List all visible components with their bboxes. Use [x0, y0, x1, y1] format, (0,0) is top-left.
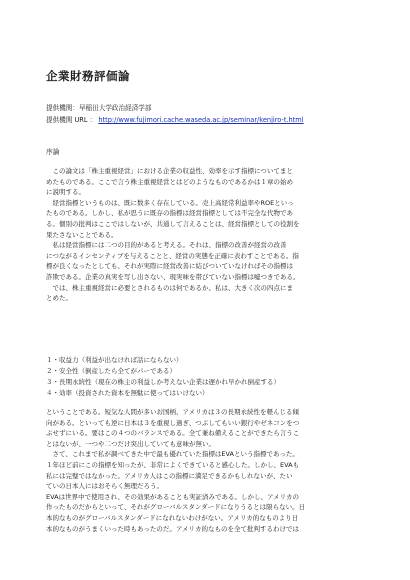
- document-title: 企業財務評価論: [46, 69, 130, 83]
- text-line: 標が良くなったとしても、それが実際に経営改善に結びついていなければその指標は: [46, 262, 293, 271]
- closing-paragraphs: [46, 407, 368, 534]
- requirements-list: [46, 355, 280, 399]
- text-line: に説明する。: [46, 188, 85, 197]
- text-line: １年ほど前にこの指標を知ったが、非常によくできていると感心した。しかし、EVAも: [46, 460, 300, 469]
- text-line: とはないが、一つや二つだけ突出していても意味が無い。: [46, 439, 215, 448]
- list-item: ２・安全性（倒産したら全てがパーである）: [46, 367, 176, 375]
- text-line: 私には完璧ではなかった。アメリカ人はこの指標に満足できるかもしれないが、たい: [46, 471, 293, 480]
- text-line: ていの日本人にはおそらく無理だろう。: [46, 482, 163, 491]
- text-line: さて、これまで私が調べてきた中で最も優れていた指標はEVAという指標であった。: [46, 450, 299, 459]
- text-line: めたものである。ここで言う株主重視経営とはどのようなものであるかは１章の始め: [46, 177, 293, 186]
- text-line: 詐欺である。企業の真実を写し出さない、現実味を帯びていない指標は嘘つきである。: [46, 272, 300, 281]
- text-line: では、株主重視経営に必要とされるものは何であるか。私は、大きく次の四点にま: [46, 283, 293, 292]
- text-line: 経営指標というものは、既に数多く存在している。売上高経常利益率やROEといっ: [46, 198, 294, 207]
- section-heading: 序論: [46, 148, 60, 156]
- institution-url-link[interactable]: http://www.fujimori.cache.waseda.ac.jp/seminar/kenjiro-t.html: [98, 116, 304, 124]
- text-line: につながるインセンティブを与えることと、経営の実態を正確に表わすことである。指: [46, 251, 299, 260]
- list-item: ３・長期永続性（現在の株主の利益しか考えない企業は遅かれ早かれ倒産する）: [46, 378, 280, 386]
- text-line: 向がある。といっても逆に日本は３を重視し過ぎ、つぶしてもいい銀行やゼネコンをつ: [46, 418, 300, 427]
- text-line: ぶせずにいる。要はこの４つのバランスである。全て兼ね備えることができたら言うこ: [46, 429, 300, 438]
- intro-paragraphs: [46, 166, 368, 304]
- list-item: ４・効率（投資された資本を無駄に使ってはいけない）: [46, 389, 209, 397]
- text-line: EVAは世界中で使用され、その効果があることも実証済みである。しかし、アメリカの: [46, 492, 300, 501]
- text-line: 私は経営指標には二つの目的があると考える。それは、指標の改善が経営の改善: [46, 241, 287, 250]
- text-line: たものである。しかし、私が思うに既存の指標は経営指標としては不完全な代物であ: [46, 209, 293, 218]
- text-line: 本的なものがうまくいった時もあったのだ。アメリカ的なものを全て批判するわけでは: [46, 524, 299, 533]
- list-item: １・収益力（利益が出なければ話にならない）: [46, 356, 183, 364]
- text-line: 果たさないことである。: [46, 230, 118, 239]
- text-line: る。個別の批判はここではしないが、共通して言えることは、経営指標としての役割を: [46, 219, 300, 228]
- text-line: とめた。: [46, 294, 72, 303]
- institution-line: 提供機関：早稲田大学政治経済学部: [46, 104, 152, 112]
- text-line: 本的なものがグローバルスタンダードになれないわけがない。アメリカ的なものより日: [46, 513, 299, 522]
- url-label: 提供機関 URL ：: [46, 116, 97, 124]
- text-line: ということである。短気な人間が多いお国柄、アメリカは３の長期永続性を軽んじる傾: [46, 408, 300, 416]
- text-line: 作ったものだからといって、それがグローバルスタンダードになりうるとは限らない。日: [46, 503, 306, 512]
- url-line: [46, 116, 304, 125]
- text-line: この論文は「株主重視経営」における企業の収益性、効率を示す指標についてまと: [46, 167, 293, 175]
